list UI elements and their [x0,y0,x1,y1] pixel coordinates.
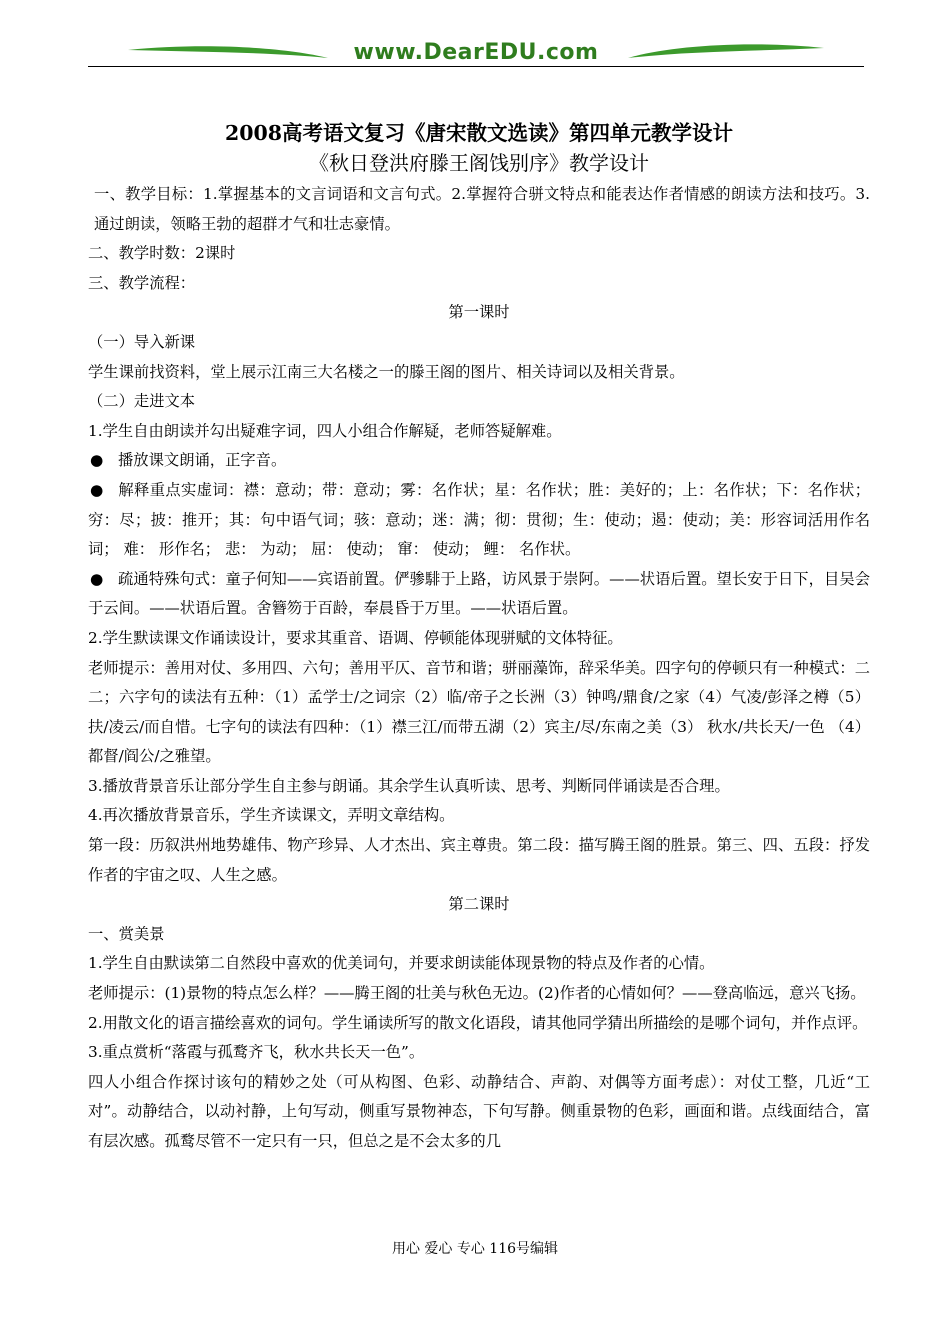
section-heading: 一、赏美景 [88,924,165,943]
page-footer: 用心 爱心 专心 116号编辑 [391,1241,559,1257]
teaching-process-heading: 三、教学流程： [88,273,196,292]
bullet-text: 疏通特殊句式：童子何知——宾语前置。俨骖騑于上路，访风景于崇阿。——状语后置。望长安于日下，目吴会于云间。——状语后置。舍簪笏于百龄，奉晨昏于万里。——状语后置。 [88,569,870,618]
teaching-objectives: 一、教学目标：1.掌握基本的文言词语和文言句式。2.掌握符合骈文特点和能表达作者情感的朗读方法和技巧。3.通过朗读，领略王勃的超群才气和壮志豪情。 [94,185,870,233]
section-heading: （二）走进文本 [88,392,196,411]
document-subtitle: 《秋日登洪府滕王阁饯别序》教学设计 [309,151,649,175]
paragraph: 学生课前找资料，堂上展示江南三大名楼之一的滕王阁的图片、相关诗词以及相关背景。 [88,362,685,381]
paragraph: 1.学生自由默读第二自然段中喜欢的优美词句，并要求朗读能体现景物的特点及作者的心情。 [88,954,715,973]
site-logo: www.DearEDU.com [353,40,599,65]
bullet-text: 解释重点实虚词：襟：意动；带：意动；雾：名作状；星：名作状；胜：美好的；上：名作状；下：名作状；穷：尽；披：推开；其：句中语气词；骇：意动；迷：满；彻：贯彻；生：使动；遏：使动；美：形容词活用作名词； 难： 形作名； 悲： 为动； 屈： 使动； 窜： 使动； 鲤： 名作状。 [88,480,870,559]
paragraph: 四人小组合作探讨该句的精妙之处（可从构图、色彩、动静结合、声韵、对偶等方面考虑）：对仗工整，几近“工对”。动静结合，以动衬静，上句写动，侧重写景物神态，下句写静。侧重景物的色彩，画面和谐。点线面结合，富有层次感。孤鹜尽管不一定只有一只，但总之是不会太多的几 [88,1072,870,1150]
bullet-icon: ● [90,451,104,470]
paragraph: 3.重点赏析“落霞与孤鹜齐飞，秋水共长天一色”。 [88,1043,425,1062]
paragraph: 3.播放背景音乐让部分学生自主参与朗诵。其余学生认真听读、思考、判断同伴诵读是否合理。 [88,776,730,795]
paragraph: 老师提示：善用对仗、多用四、六句；善用平仄、音节和谐；骈丽藻饰，辞采华美。四字句的停顿只有一种模式：二 二；六字句的读法有五种：（1）孟学士/之词宗（2）临/帝子之长洲（3）钟鸣/鼎食/之家（4）气凌/彭泽之樽（5）扶/凌云/而自惜。七字句的读法有四种：（1）襟三江/而带五湖（2）宾主/尽/东南之美（3） 秋水/共长天/一色 （4）都督/阎公/之雅望。 [88,658,870,766]
paragraph: 1.学生自由朗读并勾出疑难字词，四人小组合作解疑，老师答疑解难。 [88,421,562,440]
section-heading: （一）导入新课 [88,332,196,351]
bullet-item [88,565,870,624]
bullet-item [88,476,870,565]
document-title: 2008高考语文复习《唐宋散文选读》第四单元教学设计 [224,121,734,145]
lesson-one-heading: 第一课时 [448,303,510,322]
lesson-two-heading: 第二课时 [448,895,510,914]
paragraph: 第一段：历叙洪州地势雄伟、物产珍异、人才杰出、宾主尊贵。第二段：描写腾王阁的胜景。第三、四、五段：抒发作者的宇宙之叹、人生之感。 [88,836,870,884]
bullet-text: 播放课文朗诵，正字音。 [118,451,287,470]
paragraph: 2.学生默读课文作诵读设计，要求其重音、语调、停顿能体现骈赋的文体特征。 [88,628,623,647]
document-body [88,118,870,1157]
paragraph: 4.再次播放背景音乐，学生齐读课文，弄明文章结构。 [88,806,455,825]
paragraph: 2.用散文化的语言描绘喜欢的词句。学生诵读所写的散文化语段，请其他同学猜出所描绘的是哪个词句，并作点评。 [88,1013,868,1032]
teaching-hours: 二、教学时数：2课时 [88,244,236,263]
bullet-item [88,446,870,476]
bullet-icon: ● [90,569,104,588]
paragraph: 老师提示：(1)景物的特点怎么样？——腾王阁的壮美与秋色无边。(2)作者的心情如何？——登高临远，意兴飞扬。 [88,984,866,1003]
header-rule [88,66,864,67]
bullet-icon: ● [90,480,104,499]
